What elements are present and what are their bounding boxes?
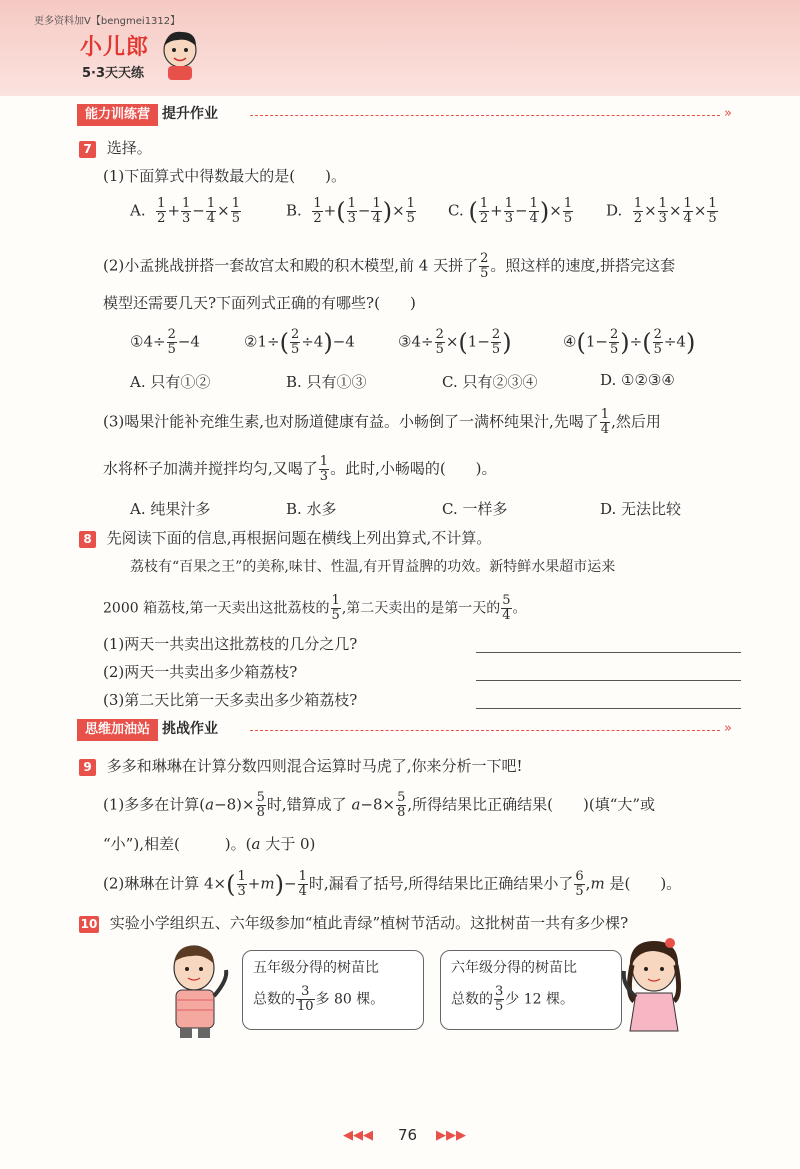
question-number-badge: 9 xyxy=(79,759,96,776)
q7-part2-expr-2: ②1÷( $\frac{2}{5}$ ÷4)−4 xyxy=(244,327,355,357)
q7-part1-option-a: A. $\frac{1}{2}$ + $\frac{1}{3}$ − $\frac{1}{4}$ × $\frac{1}{5}$ xyxy=(130,196,241,226)
q7-part1-stem: (1)下面算式中得数最大的是( )。 xyxy=(103,167,346,185)
q7-part1-option-c: C. ( $\frac{1}{2}$ + $\frac{1}{3}$ − $\frac{1}{4}$ )× $\frac{1}{5}$ xyxy=(448,196,573,226)
watermark-text: 更多资料加V【bengmei1312】 xyxy=(34,16,181,27)
q7-part3-option-c: C. 一样多 xyxy=(442,500,508,518)
q8-info-line2: 2000 箱荔枝,第一天卖出这批荔枝的 $\frac{1}{5}$ ,第二天卖出的是第一天的 $\frac{5}{4}$ 。 xyxy=(103,593,527,623)
q9-part2: (2)琳琳在计算 4×( $\frac{1}{3}$ +m)− $\frac{1}{4}$ 时,漏看了括号,所得结果比正确结果小了 $\frac{6}{5}$ ,m 是( )。 xyxy=(103,869,682,899)
fraction: $\frac{1}{4}$ xyxy=(529,196,538,226)
boy-mascot-icon xyxy=(158,28,202,82)
answer-line[interactable] xyxy=(476,651,741,653)
option-label: D. xyxy=(606,201,623,220)
prev-arrows-icon: ◀◀◀ xyxy=(343,1128,373,1143)
q7-part2-expr-4: ④(1− $\frac{2}{5}$ )÷( $\frac{2}{5}$ ÷4) xyxy=(563,327,696,357)
section-divider xyxy=(250,730,720,731)
q7-part3-option-b: B. 水多 xyxy=(286,500,337,518)
q7-part2-expr-3: ③4÷ $\frac{2}{5}$ ×(1− $\frac{2}{5}$ ) xyxy=(398,327,512,357)
q7-part2-option-c: C. 只有②③④ xyxy=(442,373,538,391)
q8-sub-question-2: (2)两天一共卖出多少箱荔枝? xyxy=(103,663,298,681)
bubble-text: 总数的 $\frac{3}{10}$ 多 80 棵。 xyxy=(253,984,385,1014)
fraction: $\frac{5}{8}$ xyxy=(397,790,406,820)
q7-part2-stem: (2)小孟挑战拼搭一套故宫太和殿的积木模型,前 4 天拼了 $\frac{2}{5}$ 。照这样的速度,拼搭完这套 xyxy=(103,251,676,281)
fraction: $\frac{1}{2}$ xyxy=(157,196,166,226)
fraction: $\frac{1}{4}$ xyxy=(206,196,216,226)
fraction: $\frac{1}{4}$ xyxy=(600,407,610,437)
q7-part2-option-d: D. ①②③④ xyxy=(600,371,675,389)
speech-bubble-grade5 xyxy=(242,950,424,1030)
question-9-title xyxy=(79,755,523,776)
q7-part3-stem-cont: 水将杯子加满并搅拌均匀,又喝了 $\frac{1}{3}$ 。此时,小畅喝的( )。 xyxy=(103,454,497,484)
fraction: $\frac{1}{5}$ xyxy=(406,196,415,226)
section-tag-ability: 能力训练营 xyxy=(77,104,158,126)
q9-part1: (1)多多在计算(a−8)× $\frac{5}{8}$ 时,错算成了 a−8× $\frac{5}{8}$ ,所得结果比正确结果( )(填“大”或 xyxy=(103,790,656,820)
bubble-text: 五年级分得的树苗比 xyxy=(253,960,379,976)
q8-sub-question-1: (1)两天一共卖出这批荔枝的几分之几? xyxy=(103,635,358,653)
logo-title: 小儿郎 xyxy=(80,35,150,60)
fraction: $\frac{5}{8}$ xyxy=(256,790,265,820)
fraction: $\frac{1}{4}$ xyxy=(372,196,381,226)
fraction: $\frac{1}{3}$ xyxy=(237,869,246,899)
q7-part2-stem-cont: 模型还需要几天?下面列式正确的有哪些?( ) xyxy=(103,294,416,312)
section-subtitle-ability: 提升作业 xyxy=(162,106,219,122)
section-bar-ability xyxy=(77,103,218,125)
fraction: $\frac{2}{5}$ xyxy=(491,327,501,357)
q7-part2-option-b: B. 只有①③ xyxy=(286,373,367,391)
fraction: $\frac{1}{4}$ xyxy=(298,869,307,899)
q7-part1-option-b: B. $\frac{1}{2}$ +( $\frac{1}{3}$ − $\frac{1}{4}$ )× $\frac{1}{5}$ xyxy=(286,196,415,226)
fraction: $\frac{3}{10}$ xyxy=(297,984,314,1014)
next-arrows-icon: ▶▶▶ xyxy=(436,1128,466,1143)
fraction: $\frac{1}{5}$ xyxy=(231,196,241,226)
fraction: $\frac{1}{3}$ xyxy=(182,196,191,226)
question-title: 选择。 xyxy=(106,139,152,157)
fraction: $\frac{1}{2}$ xyxy=(313,196,322,226)
fraction: $\frac{2}{5}$ xyxy=(609,327,619,357)
answer-line[interactable] xyxy=(476,707,741,709)
fraction: $\frac{1}{3}$ xyxy=(347,196,356,226)
page-number: 76 xyxy=(398,1126,418,1144)
fraction: $\frac{2}{5}$ xyxy=(435,327,444,357)
answer-line[interactable] xyxy=(476,679,741,681)
question-10-title xyxy=(79,912,628,933)
double-chevron-icon: » xyxy=(724,106,732,121)
fraction: $\frac{1}{3}$ xyxy=(319,454,329,484)
question-title: 实验小学组织五、六年级参加“植此青绿”植树节活动。这批树苗一共有多少棵? xyxy=(109,914,629,932)
question-7-title xyxy=(79,137,152,158)
q8-sub-question-3: (3)第二天比第一天多卖出多少箱荔枝? xyxy=(103,691,358,709)
speech-bubble-grade6 xyxy=(440,950,622,1030)
girl-illustration xyxy=(610,935,694,1040)
option-label: A. xyxy=(130,201,146,220)
fraction: $\frac{2}{5}$ xyxy=(480,251,489,281)
section-divider xyxy=(250,115,720,116)
fraction: $\frac{1}{2}$ xyxy=(633,196,643,226)
section-bar-thinking xyxy=(77,718,218,740)
section-tag-thinking: 思维加油站 xyxy=(77,719,158,741)
bubble-text: 六年级分得的树苗比 xyxy=(451,960,577,976)
fraction: $\frac{1}{3}$ xyxy=(504,196,514,226)
q7-part3-option-d: D. 无法比较 xyxy=(600,500,682,518)
question-number-badge: 8 xyxy=(79,531,96,548)
fraction: $\frac{2}{5}$ xyxy=(167,327,176,357)
logo-subtitle: 5·3天天练 xyxy=(82,66,145,81)
fraction: $\frac{1}{5}$ xyxy=(563,196,573,226)
q7-part2-option-a: A. 只有①② xyxy=(130,373,211,391)
fraction: $\frac{1}{4}$ xyxy=(683,196,692,226)
question-8-title xyxy=(79,527,491,548)
question-title: 先阅读下面的信息,再根据问题在横线上列出算式,不计算。 xyxy=(106,529,492,547)
fraction: $\frac{1}{2}$ xyxy=(479,196,489,226)
boy-illustration xyxy=(158,940,238,1040)
fraction: $\frac{2}{5}$ xyxy=(290,327,300,357)
fraction: $\frac{3}{5}$ xyxy=(495,984,504,1014)
bubble-text: 总数的 $\frac{3}{5}$ 少 12 棵。 xyxy=(451,984,574,1014)
fraction: $\frac{6}{5}$ xyxy=(575,869,584,899)
q8-info-line1: 荔枝有“百果之王”的美称,味甘、性温,有开胃益脾的功效。新特鲜水果超市运来 xyxy=(130,559,616,575)
q7-part1-option-d: D. $\frac{1}{2}$ × $\frac{1}{3}$ × $\frac{1}{4}$ × $\frac{1}{5}$ xyxy=(606,196,717,226)
question-number-badge: 10 xyxy=(80,917,98,931)
q9-part1-cont: “小”),相差( )。(a 大于 0) xyxy=(103,835,316,853)
question-number-badge: 7 xyxy=(79,141,96,158)
option-label: C. xyxy=(448,201,464,220)
section-subtitle-thinking: 挑战作业 xyxy=(162,721,219,737)
question-title: 多多和琳琳在计算分数四则混合运算时马虎了,你来分析一下吧! xyxy=(106,757,523,775)
fraction: $\frac{1}{5}$ xyxy=(708,196,717,226)
fraction: $\frac{1}{5}$ xyxy=(331,593,340,623)
q7-part2-expr-1: ①4÷ $\frac{2}{5}$ −4 xyxy=(130,327,200,357)
q7-part3-stem: (3)喝果汁能补充维生素,也对肠道健康有益。小畅倒了一满杯纯果汁,先喝了 $\frac{1}{4}$ ,然后用 xyxy=(103,407,661,437)
fraction: $\frac{5}{4}$ xyxy=(502,593,511,623)
fraction: $\frac{2}{5}$ xyxy=(653,327,662,357)
fraction: $\frac{1}{3}$ xyxy=(658,196,667,226)
q7-part3-option-a: A. 纯果汁多 xyxy=(130,500,211,518)
double-chevron-icon: » xyxy=(724,721,732,736)
option-label: B. xyxy=(286,201,302,220)
